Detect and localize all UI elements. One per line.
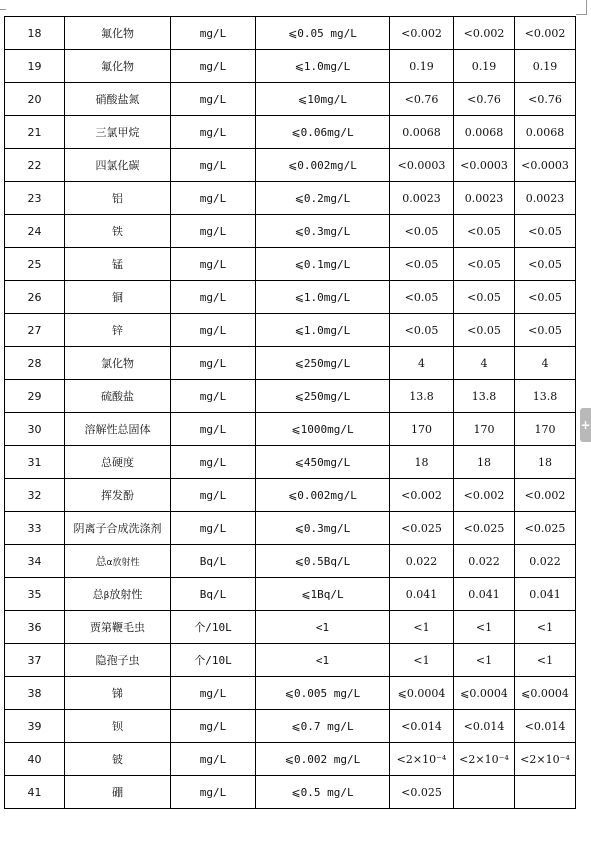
row-number: 33 xyxy=(5,512,65,545)
row-number: 18 xyxy=(5,17,65,50)
result-3: 4 xyxy=(515,347,576,380)
limit-value: ⩽0.3mg/L xyxy=(256,215,390,248)
unit: mg/L xyxy=(171,743,256,776)
item-name xyxy=(65,743,171,776)
row-number: 35 xyxy=(5,578,65,611)
item-name xyxy=(65,545,171,578)
result-1: <0.025 xyxy=(390,512,454,545)
unit: mg/L xyxy=(171,776,256,809)
table-row xyxy=(5,743,576,776)
limit-value: ⩽0.1mg/L xyxy=(256,248,390,281)
table-row xyxy=(5,215,576,248)
result-2: <0.05 xyxy=(454,215,515,248)
table-row xyxy=(5,578,576,611)
limit-value: ⩽0.005 mg/L xyxy=(256,677,390,710)
table-row xyxy=(5,479,576,512)
result-2: 0.0068 xyxy=(454,116,515,149)
row-number: 21 xyxy=(5,116,65,149)
result-2: 170 xyxy=(454,413,515,446)
result-2: <0.76 xyxy=(454,83,515,116)
row-number: 22 xyxy=(5,149,65,182)
unit: Bq/L xyxy=(171,578,256,611)
result-1: <2×10⁻⁴ xyxy=(390,743,454,776)
row-number: 30 xyxy=(5,413,65,446)
item-name-text: 贾第鞭毛虫 xyxy=(90,621,145,634)
unit: mg/L xyxy=(171,83,256,116)
item-name xyxy=(65,83,171,116)
item-name-text: 铍 xyxy=(112,753,123,766)
limit-value: ⩽0.05 mg/L xyxy=(256,17,390,50)
item-name-text: 钡 xyxy=(112,720,123,733)
result-2: <0.0003 xyxy=(454,149,515,182)
result-2: <2×10⁻⁴ xyxy=(454,743,515,776)
row-number: 31 xyxy=(5,446,65,479)
limit-value: ⩽1000mg/L xyxy=(256,413,390,446)
item-name xyxy=(65,512,171,545)
result-1: <0.002 xyxy=(390,17,454,50)
row-number: 39 xyxy=(5,710,65,743)
item-name xyxy=(65,17,171,50)
table-row xyxy=(5,776,576,809)
limit-value: ⩽1Bq/L xyxy=(256,578,390,611)
limit-value: ⩽1.0mg/L xyxy=(256,50,390,83)
result-3: 0.0023 xyxy=(515,182,576,215)
unit: mg/L xyxy=(171,17,256,50)
unit: mg/L xyxy=(171,479,256,512)
result-1: <0.76 xyxy=(390,83,454,116)
table-row xyxy=(5,17,576,50)
item-name xyxy=(65,380,171,413)
table-row xyxy=(5,677,576,710)
item-name xyxy=(65,446,171,479)
item-name xyxy=(65,281,171,314)
limit-value: ⩽0.5 mg/L xyxy=(256,776,390,809)
row-number: 26 xyxy=(5,281,65,314)
side-expand-handle[interactable]: + xyxy=(580,408,591,442)
item-name-text: 铁 xyxy=(112,225,123,238)
table-row xyxy=(5,182,576,215)
result-1: 0.041 xyxy=(390,578,454,611)
row-number: 19 xyxy=(5,50,65,83)
result-3: 0.041 xyxy=(515,578,576,611)
item-name-text: 锑 xyxy=(112,687,123,700)
unit: mg/L xyxy=(171,50,256,83)
item-name xyxy=(65,149,171,182)
unit: mg/L xyxy=(171,314,256,347)
unit: mg/L xyxy=(171,512,256,545)
result-3: 13.8 xyxy=(515,380,576,413)
unit: 个/10L xyxy=(171,611,256,644)
item-name-text: 硫酸盐 xyxy=(101,390,134,403)
limit-value: ⩽0.3mg/L xyxy=(256,512,390,545)
table-row xyxy=(5,545,576,578)
unit: mg/L xyxy=(171,182,256,215)
item-name xyxy=(65,710,171,743)
item-name-text: 阴离子合成洗涤剂 xyxy=(73,522,162,535)
unit: mg/L xyxy=(171,248,256,281)
table-row xyxy=(5,611,576,644)
row-number: 28 xyxy=(5,347,65,380)
limit-value: ⩽0.5Bq/L xyxy=(256,545,390,578)
item-name xyxy=(65,347,171,380)
item-name-suffix: 放射性 xyxy=(109,588,143,601)
result-3: <0.002 xyxy=(515,479,576,512)
result-1: 0.022 xyxy=(390,545,454,578)
result-1: 13.8 xyxy=(390,380,454,413)
result-2: 0.022 xyxy=(454,545,515,578)
result-3: <0.05 xyxy=(515,248,576,281)
result-1: 170 xyxy=(390,413,454,446)
item-name-text: 隐孢子虫 xyxy=(95,654,140,667)
result-3: ⩽0.0004 xyxy=(515,677,576,710)
item-name xyxy=(65,182,171,215)
item-name-small: β xyxy=(103,591,110,601)
result-1: <0.05 xyxy=(390,281,454,314)
result-3: <0.025 xyxy=(515,512,576,545)
row-number: 41 xyxy=(5,776,65,809)
limit-value: ⩽10mg/L xyxy=(256,83,390,116)
result-1: 0.0068 xyxy=(390,116,454,149)
row-number: 23 xyxy=(5,182,65,215)
item-name-text: 氟化物 xyxy=(101,60,134,73)
limit-value: ⩽1.0mg/L xyxy=(256,314,390,347)
result-3: 0.19 xyxy=(515,50,576,83)
result-3: <1 xyxy=(515,611,576,644)
limit-value: <1 xyxy=(256,644,390,677)
unit: mg/L xyxy=(171,677,256,710)
result-1: <0.05 xyxy=(390,248,454,281)
table-body xyxy=(5,17,576,809)
unit: mg/L xyxy=(171,446,256,479)
result-3: <0.05 xyxy=(515,215,576,248)
result-1: <0.05 xyxy=(390,314,454,347)
item-name xyxy=(65,644,171,677)
result-2 xyxy=(454,776,515,809)
table-row xyxy=(5,446,576,479)
result-2: <0.05 xyxy=(454,248,515,281)
row-number: 32 xyxy=(5,479,65,512)
item-name-small: α放射性 xyxy=(106,558,140,568)
item-name-text: 总 xyxy=(95,555,107,568)
result-3: <0.002 xyxy=(515,17,576,50)
result-2: <0.002 xyxy=(454,17,515,50)
result-1: 0.0023 xyxy=(390,182,454,215)
item-name xyxy=(65,776,171,809)
result-3: <0.014 xyxy=(515,710,576,743)
table-row xyxy=(5,116,576,149)
item-name xyxy=(65,314,171,347)
result-2: <0.014 xyxy=(454,710,515,743)
item-name-text: 总硬度 xyxy=(101,456,134,469)
result-3: <0.05 xyxy=(515,314,576,347)
result-1: <1 xyxy=(390,644,454,677)
item-name-text: 锌 xyxy=(112,324,123,337)
water-quality-table xyxy=(4,16,576,809)
item-name xyxy=(65,611,171,644)
result-3: 18 xyxy=(515,446,576,479)
item-name xyxy=(65,413,171,446)
result-2: 4 xyxy=(454,347,515,380)
result-1: 0.19 xyxy=(390,50,454,83)
result-3: <2×10⁻⁴ xyxy=(515,743,576,776)
result-2: 0.19 xyxy=(454,50,515,83)
row-number: 40 xyxy=(5,743,65,776)
item-name-text: 溶解性总固体 xyxy=(84,423,151,436)
result-3 xyxy=(515,776,576,809)
result-2: ⩽0.0004 xyxy=(454,677,515,710)
row-number: 37 xyxy=(5,644,65,677)
item-name-text: 四氯化碳 xyxy=(95,159,140,172)
item-name-text: 铝 xyxy=(112,192,123,205)
row-number: 25 xyxy=(5,248,65,281)
unit: mg/L xyxy=(171,215,256,248)
row-number: 38 xyxy=(5,677,65,710)
result-3: 0.0068 xyxy=(515,116,576,149)
item-name-text: 氟化物 xyxy=(101,27,134,40)
result-1: ⩽0.0004 xyxy=(390,677,454,710)
limit-value: ⩽250mg/L xyxy=(256,347,390,380)
result-1: <0.0003 xyxy=(390,149,454,182)
result-2: <0.025 xyxy=(454,512,515,545)
item-name-text: 铜 xyxy=(112,291,123,304)
row-number: 27 xyxy=(5,314,65,347)
result-1: <0.05 xyxy=(390,215,454,248)
row-number: 34 xyxy=(5,545,65,578)
result-2: 13.8 xyxy=(454,380,515,413)
limit-value: ⩽450mg/L xyxy=(256,446,390,479)
item-name-text: 氯化物 xyxy=(101,357,134,370)
item-name xyxy=(65,677,171,710)
limit-value: ⩽0.06mg/L xyxy=(256,116,390,149)
limit-value: ⩽0.002mg/L xyxy=(256,479,390,512)
result-3: 170 xyxy=(515,413,576,446)
table-row xyxy=(5,281,576,314)
item-name xyxy=(65,578,171,611)
row-number: 29 xyxy=(5,380,65,413)
item-name xyxy=(65,50,171,83)
table-row xyxy=(5,512,576,545)
result-1: <0.025 xyxy=(390,776,454,809)
result-1: <0.002 xyxy=(390,479,454,512)
limit-value: ⩽1.0mg/L xyxy=(256,281,390,314)
limit-value: ⩽0.7 mg/L xyxy=(256,710,390,743)
corner-mark xyxy=(576,0,587,15)
table-row xyxy=(5,149,576,182)
table-row xyxy=(5,83,576,116)
result-2: <0.05 xyxy=(454,281,515,314)
table-row xyxy=(5,314,576,347)
result-1: 4 xyxy=(390,347,454,380)
result-1: 18 xyxy=(390,446,454,479)
result-2: <0.05 xyxy=(454,314,515,347)
result-1: <0.014 xyxy=(390,710,454,743)
unit: mg/L xyxy=(171,149,256,182)
limit-value: ⩽0.002mg/L xyxy=(256,149,390,182)
item-name xyxy=(65,215,171,248)
limit-value: ⩽250mg/L xyxy=(256,380,390,413)
item-name xyxy=(65,248,171,281)
result-3: 0.022 xyxy=(515,545,576,578)
unit: mg/L xyxy=(171,413,256,446)
item-name-text: 总 xyxy=(92,588,104,601)
unit: mg/L xyxy=(171,710,256,743)
result-3: <0.76 xyxy=(515,83,576,116)
item-name xyxy=(65,116,171,149)
unit: 个/10L xyxy=(171,644,256,677)
table-row xyxy=(5,380,576,413)
unit: mg/L xyxy=(171,347,256,380)
unit: mg/L xyxy=(171,380,256,413)
unit: mg/L xyxy=(171,116,256,149)
table-row xyxy=(5,347,576,380)
result-3: <1 xyxy=(515,644,576,677)
limit-value: <1 xyxy=(256,611,390,644)
item-name-text: 三氯甲烷 xyxy=(95,126,140,139)
table-row xyxy=(5,710,576,743)
table-row xyxy=(5,413,576,446)
table-row xyxy=(5,644,576,677)
result-2: 0.0023 xyxy=(454,182,515,215)
result-3: <0.05 xyxy=(515,281,576,314)
result-3: <0.0003 xyxy=(515,149,576,182)
unit: Bq/L xyxy=(171,545,256,578)
unit: mg/L xyxy=(171,281,256,314)
item-name-text: 硼 xyxy=(112,786,123,799)
corner-mark xyxy=(0,9,6,16)
item-name-text: 挥发酚 xyxy=(101,489,134,502)
result-2: <0.002 xyxy=(454,479,515,512)
item-name-text: 硝酸盐氮 xyxy=(95,93,140,106)
result-2: <1 xyxy=(454,611,515,644)
result-2: <1 xyxy=(454,644,515,677)
limit-value: ⩽0.002 mg/L xyxy=(256,743,390,776)
row-number: 20 xyxy=(5,83,65,116)
table-row xyxy=(5,248,576,281)
item-name xyxy=(65,479,171,512)
row-number: 24 xyxy=(5,215,65,248)
result-2: 0.041 xyxy=(454,578,515,611)
result-2: 18 xyxy=(454,446,515,479)
item-name-text: 锰 xyxy=(112,258,123,271)
result-1: <1 xyxy=(390,611,454,644)
row-number: 36 xyxy=(5,611,65,644)
table-row xyxy=(5,50,576,83)
limit-value: ⩽0.2mg/L xyxy=(256,182,390,215)
